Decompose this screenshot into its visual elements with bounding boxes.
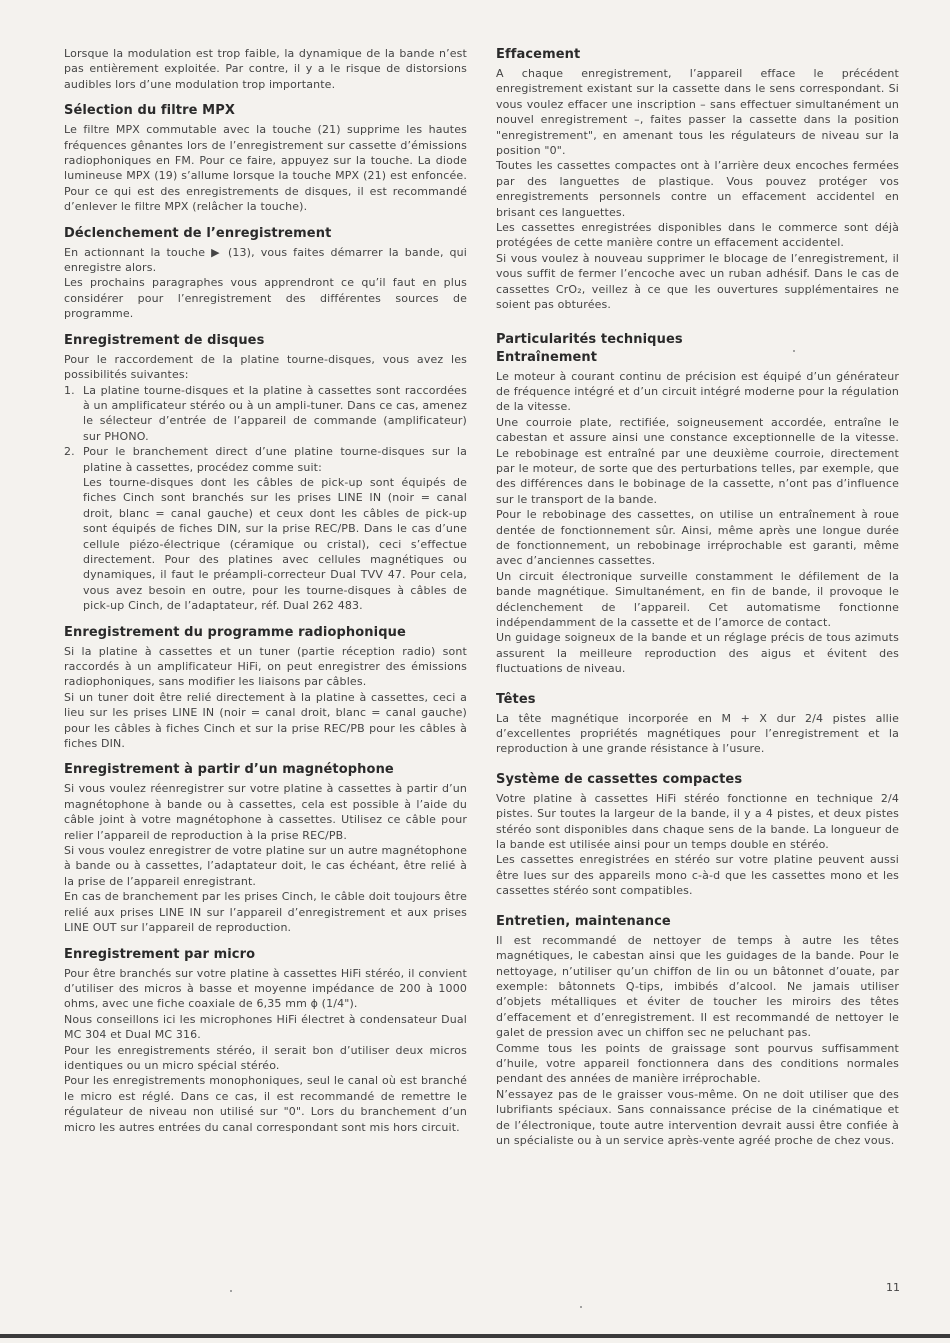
mpx-heading: Sélection du filtre MPX bbox=[64, 103, 235, 119]
tetes-heading: Têtes bbox=[496, 691, 536, 707]
list-item-text: La platine tourne-disques et la platine à cassettes sont raccordées à un amplificateur stéréo ou à un ampli-tuner. Dans ce cas, amenez le sélecteur d’entrée de l’appareil de commande (amplificateur) sur PHONO. bbox=[83, 383, 467, 443]
entretien-paragraph-2: Comme tous les points de graissage sont pourvus suffisamment d’huile, votre appareil fonctionnera dans des conditions normales pendant des années de manière irréprochable. bbox=[496, 1041, 899, 1086]
effacement-paragraph-2: Toutes les cassettes compactes ont à l’arrière deux encoches fermées par des languettes de plastique. Vous pouvez protéger vos enregistrements personnels contre un effacement accidentel en brisant ces languettes. bbox=[496, 159, 899, 219]
effacement-heading: Effacement bbox=[496, 47, 581, 62]
speck-mark bbox=[580, 1306, 582, 1308]
entrainement-paragraph-1: Le moteur à courant continu de précision est équipé d’un générateur de fréquence intégré et d’un circuit intégré moderne pour la régulation de la vitesse. bbox=[496, 369, 899, 414]
declenchement-paragraph-2: Les prochains paragraphes vous apprendront ce qu’il faut en plus considérer pour l’enregistrement des différentes sources de programme. bbox=[64, 276, 467, 321]
disques-heading: Enregistrement de disques bbox=[64, 332, 265, 348]
entretien-paragraph-1: Il est recommandé de nettoyer de temps à autre les têtes magnétiques, le cabestan ainsi que les guidages de la bande. Pour le nettoyage, n’utiliser qu’un chiffon de lin ou un bâtonnet d’ouate, par exemple: bâtonnets Q-tips, imbibés d’alcool. Ne jamais utiliser d’objets métalliques et éviter de toucher les miroirs des têtes d’effacement et d’enregistrement. Il est recommandé de nettoyer le galet de pression avec un chiffon sec ne peluchant pas. bbox=[496, 933, 899, 1040]
magneto-heading: Enregistrement à partir d’un magnétophone bbox=[64, 762, 394, 778]
systeme-paragraph-2: Les cassettes enregistrées en stéréo sur votre platine peuvent aussi être lues sur des appareils mono c-à-d que les cassettes mono et les cassettes stéréo sont compatibles. bbox=[496, 853, 899, 898]
left-column bbox=[64, 46, 467, 1135]
entrainement-paragraph-3: Pour le rebobinage des cassettes, on utilise un entraînement à roue dentée de fonctionnement sûr. Ainsi, même après une longue durée de fonctionnement, un rebobinage irréprochable est garanti, même avec d’anciennes cassettes. bbox=[496, 508, 899, 568]
micro-paragraph-4: Pour les enregistrements monophoniques, seul le canal où est branché le micro est réglé. Dans ce cas, il est recommandé de remettre le régulateur de niveau non utilisé sur "0". Lors du branchement d’un micro les autres entrées du canal correspondant sont mis hors circuit. bbox=[64, 1074, 467, 1134]
entretien-paragraph-3: N’essayez pas de le graisser vous-même. On ne doit utiliser que des lubrifiants spéciaux. Sans connaissance précise de la cinématique et de l’électronique, toute autre intervention devrait aussi être confiée à un spécialiste ou à un service après-vente agréé proche de chez vous. bbox=[496, 1087, 899, 1147]
radio-paragraph-2: Si un tuner doit être relié directement à la platine à cassettes, ceci a lieu sur les prises LINE IN (noir = canal droit, blanc = canal gauche) pour les câbles à fiches Cinch et sur la prise REC/PB pour les câbles à fiches DIN. bbox=[64, 690, 467, 751]
right-column bbox=[496, 46, 899, 1148]
entrainement-heading: Entraînement bbox=[496, 349, 598, 365]
systeme-heading: Système de cassettes compactes bbox=[496, 771, 743, 787]
list-item bbox=[64, 444, 467, 613]
magneto-paragraph-2: Si vous voulez enregistrer de votre platine sur un autre magnétophone à bande ou à cassettes, l’adaptateur doit, le cas échéant, être relié à la prise de l’appareil enregistrant. bbox=[64, 844, 467, 888]
list-item-number: 1. bbox=[64, 383, 75, 397]
page-number: 11 bbox=[886, 1281, 900, 1294]
declenchement-paragraph-1: En actionnant la touche ▶ (13), vous faites démarrer la bande, qui enregistre alors. bbox=[64, 245, 467, 275]
micro-heading: Enregistrement par micro bbox=[64, 946, 256, 962]
bottom-rule bbox=[0, 1334, 950, 1338]
intro-paragraph: Lorsque la modulation est trop faible, la dynamique de la bande n’est pas entièrement exploitée. Par contre, il y a le risque de distorsions audibles lors d’une modulation trop importante. bbox=[64, 47, 467, 91]
tetes-paragraph: La tête magnétique incorporée en M + X dur 2/4 pistes allie d’excellentes propriétés magnétiques pour l’enregistrement et la reproduction à une grande résistance à l’usure. bbox=[496, 711, 899, 756]
speck-mark bbox=[230, 1290, 232, 1292]
list-item-text: Pour le branchement direct d’une platine tourne-disques sur la platine à cassettes, procédez comme suit: bbox=[83, 445, 467, 474]
radio-paragraph-1: Si la platine à cassettes et un tuner (partie réception radio) sont raccordés à un amplificateur HiFi, on peut enregistrer des émissions radiophoniques, sans modifier les liaisons par câbles. bbox=[64, 644, 467, 689]
entrainement-paragraph-4: Un circuit électronique surveille constamment le défilement de la bande magnétique. Simultanément, en fin de bande, il provoque le déclenchement de l’appareil. Cet automatisme fonctionne indépendamment de la cassette et de l’amorce de contact. bbox=[496, 569, 899, 629]
mpx-paragraph: Le filtre MPX commutable avec la touche (21) supprime les hautes fréquences gênantes lors de l’enregistrement sur cassette d’émissions radiophoniques en FM. Pour ce faire, appuyez sur la touche. La diode lumineuse MPX (19) s’allume lorsque la touche MPX (21) est enfoncée. Pour ce qui est des enregistrements de disques, il est recommandé d’enlever le filtre MPX (relâcher la touche). bbox=[64, 123, 467, 214]
list-item bbox=[64, 383, 467, 445]
micro-paragraph-3: Pour les enregistrements stéréo, il serait bon d’utiliser deux micros identiques ou un micro spécial stéréo. bbox=[64, 1043, 467, 1072]
disques-list bbox=[64, 383, 467, 614]
micro-paragraph-1: Pour être branchés sur votre platine à cassettes HiFi stéréo, il convient d’utiliser des micros à basse et moyenne impédance de 200 à 1000 ohms, avec une fiche coaxiale de 6,35 mm ϕ (1/4"). bbox=[64, 966, 467, 1011]
particularites-heading: Particularités techniques bbox=[496, 331, 683, 347]
entrainement-paragraph-2: Une courroie plate, rectifiée, soigneusement accordée, entraîne le cabestan et assure ainsi une constance exceptionnelle de la vitesse. Le rebobinage est entraîné par une deuxième courroie, directement par le moteur, de sorte que des perturbations telles, par exemple, que des différences dans le bobinage de la cassette, n’ont pas d’influence sur le transport de la bande. bbox=[496, 415, 899, 506]
micro-paragraph-2: Nous conseillons ici les microphones HiFi électret à condensateur Dual MC 304 et Dual MC 316. bbox=[64, 1012, 467, 1042]
disques-paragraph-1: Pour le raccordement de la platine tourne-disques, vous avez les possibilités suivantes: bbox=[64, 352, 467, 382]
declenchement-heading: Déclenchement de l’enregistrement bbox=[64, 225, 332, 241]
effacement-paragraph-4: Si vous voulez à nouveau supprimer le blocage de l’enregistrement, il vous suffit de fermer l’encoche avec un ruban adhésif. Dans le cas de cassettes CrO₂, veillez à ce que les ouvertures supplémentaires ne soient pas obturées. bbox=[496, 251, 899, 312]
entretien-heading: Entretien, maintenance bbox=[496, 913, 671, 929]
magneto-paragraph-3: En cas de branchement par les prises Cinch, le câble doit toujours être relié aux prises LINE IN sur l’appareil d’enregistrement et aux prises LINE OUT sur l’appareil de reproduction. bbox=[64, 890, 467, 935]
speck-mark bbox=[793, 350, 795, 352]
entrainement-paragraph-5: Un guidage soigneux de la bande et un réglage précis de tous azimuts assurent la meilleure reproduction des aigus et évitent des fluctuations de niveau. bbox=[496, 631, 899, 676]
list-item-text-continued: Les tourne-disques dont les câbles de pick-up sont équipés de fiches Cinch sont branchés sur les prises LINE IN (noir = canal droit, blanc = canal gauche) et ceux dont les câbles de pick-up sont équipés de fiches DIN, sur la prise REC/PB. Dans le cas d’une cellule piézo-électrique (céramique ou cristal), ceci s’effectue directement. Pour des platines avec cellules magnétiques ou dynamiques, il faut le préampli-correcteur Dual TVV 47. Pour cela, vous avez besoin en outre, pour les tourne-disques à câbles de pick-up Cinch, de l’adaptateur, réf. Dual 262 483. bbox=[83, 475, 467, 613]
effacement-paragraph-1: A chaque enregistrement, l’appareil efface le précédent enregistrement existant sur la cassette dans le sens correspondant. Si vous voulez effacer une inscription – sans effectuer simultanément un nouvel enregistrement –, faites passer la cassette dans la position "enregistrement", en amenant tous les régulateurs de niveau sur la position "0". bbox=[496, 67, 899, 158]
radio-heading: Enregistrement du programme radiophonique bbox=[64, 624, 406, 640]
magneto-paragraph-1: Si vous voulez réenregistrer sur votre platine à cassettes à partir d’un magnétophone à bande ou à cassettes, cela est possible à l’aide du câble joint à votre magnétophone à cassettes. Utilisez ce câble pour relier l’appareil de reproduction à la prise REC/PB. bbox=[64, 782, 467, 842]
effacement-paragraph-3: Les cassettes enregistrées disponibles dans le commerce sont déjà protégées de cette manière contre un effacement accidentel. bbox=[496, 221, 899, 250]
list-item-number: 2. bbox=[64, 445, 75, 459]
systeme-paragraph-1: Votre platine à cassettes HiFi stéréo fonctionne en technique 2/4 pistes. Sur toutes la largeur de la bande, il y a 4 pistes, et deux pistes stéréo sont disponibles dans chaque sens de la bande. La longueur de la bande est utilisée ainsi pour un temps double en stéréo. bbox=[496, 791, 899, 852]
